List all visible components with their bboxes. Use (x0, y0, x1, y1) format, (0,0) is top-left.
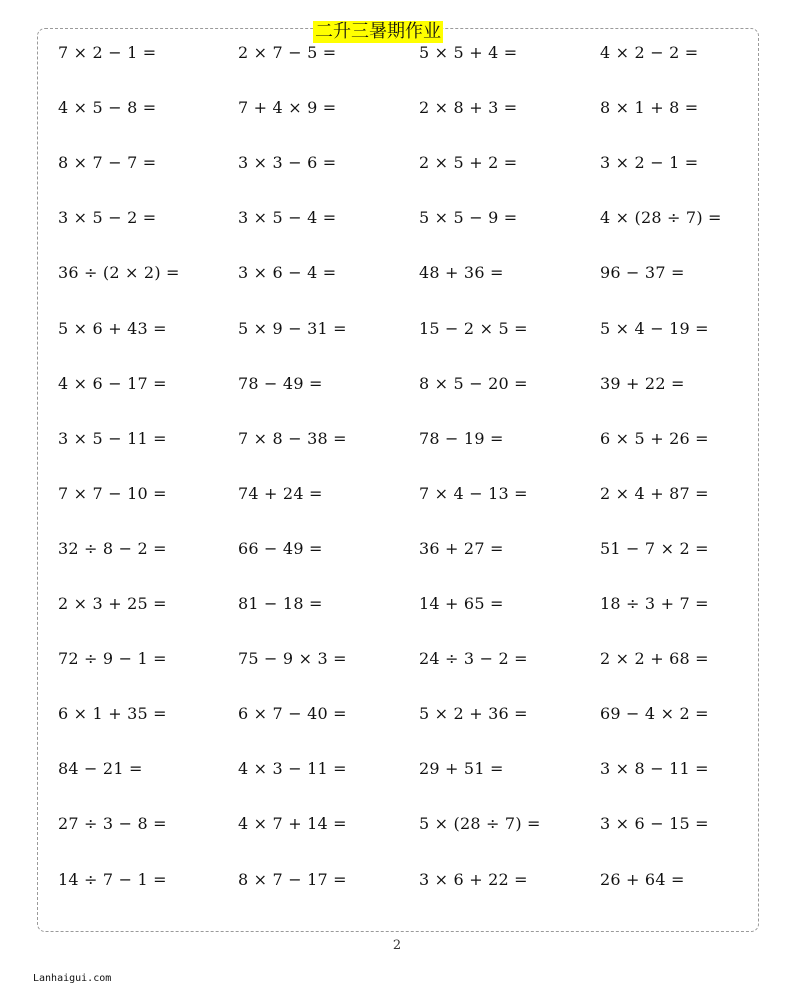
math-problem: 6 × 5 + 26 = (600, 428, 709, 448)
math-problem: 66 − 49 = (238, 538, 323, 558)
problem-row (58, 319, 778, 339)
math-problem: 8 × 1 + 8 = (600, 98, 699, 118)
math-problem: 3 × 6 − 4 = (238, 263, 337, 283)
math-problem: 8 × 7 − 7 = (58, 153, 157, 173)
math-problem: 27 ÷ 3 − 8 = (58, 814, 167, 834)
math-problem: 2 × 2 + 68 = (600, 649, 709, 669)
problem-row (58, 98, 778, 118)
math-problem: 3 × 5 − 11 = (58, 428, 167, 448)
math-problem: 6 × 7 − 40 = (238, 704, 347, 724)
problem-row (58, 870, 778, 890)
math-problem: 84 − 21 = (58, 759, 143, 779)
math-problem: 14 + 65 = (419, 594, 504, 613)
math-problem: 5 × 2 + 36 = (419, 704, 528, 724)
math-problem: 5 × 6 + 43 = (58, 318, 167, 338)
problem-row (58, 374, 778, 394)
math-problem: 2 × 7 − 5 = (238, 43, 337, 62)
math-problem: 78 − 19 = (419, 428, 504, 448)
problem-row (58, 814, 778, 834)
math-problem: 14 ÷ 7 − 1 = (58, 869, 167, 889)
math-problem: 3 × 3 − 6 = (238, 153, 337, 173)
math-problem: 78 − 49 = (238, 373, 323, 393)
math-problem: 48 + 36 = (419, 263, 504, 283)
problem-row (58, 429, 778, 449)
math-problem: 69 − 4 × 2 = (600, 704, 709, 724)
math-problem: 3 × 6 + 22 = (419, 869, 528, 889)
math-problem: 3 × 5 − 2 = (58, 208, 157, 228)
math-problem: 6 × 1 + 35 = (58, 704, 167, 724)
page-number: 2 (392, 938, 402, 953)
math-problem: 72 ÷ 9 − 1 = (58, 649, 167, 669)
math-problem: 5 × 9 − 31 = (238, 318, 347, 338)
problem-row (58, 208, 778, 228)
math-problem: 3 × 2 − 1 = (600, 153, 699, 173)
math-problem: 51 − 7 × 2 = (600, 538, 709, 558)
problem-row (58, 539, 778, 559)
problem-row (58, 153, 778, 173)
math-problem: 15 − 2 × 5 = (419, 318, 528, 338)
math-problem: 8 × 5 − 20 = (419, 373, 528, 393)
math-problem: 7 + 4 × 9 = (238, 98, 337, 118)
math-problem: 7 × 2 − 1 = (58, 43, 157, 62)
math-problem: 4 × 5 − 8 = (58, 98, 157, 118)
math-problem: 32 ÷ 8 − 2 = (58, 538, 167, 558)
math-problem: 74 + 24 = (238, 483, 323, 503)
problem-row (58, 649, 778, 669)
math-problem: 2 × 8 + 3 = (419, 98, 518, 118)
problem-row (58, 759, 778, 779)
math-problem: 4 × 6 − 17 = (58, 373, 167, 393)
math-problem: 3 × 6 − 15 = (600, 814, 709, 834)
math-problem: 5 × 5 + 4 = (419, 43, 518, 62)
math-problem: 81 − 18 = (238, 594, 323, 613)
math-problem: 26 + 64 = (600, 869, 685, 889)
problem-row (58, 704, 778, 724)
problem-row (58, 484, 778, 504)
math-problem: 4 × 3 − 11 = (238, 759, 347, 779)
math-problem: 8 × 7 − 17 = (238, 869, 347, 889)
problem-row (58, 263, 778, 283)
math-problem: 2 × 4 + 87 = (600, 483, 709, 503)
math-problem: 29 + 51 = (419, 759, 504, 779)
math-problem: 4 × 7 + 14 = (238, 814, 347, 834)
problem-row (58, 43, 778, 63)
worksheet-title: 二升三暑期作业 (315, 21, 441, 42)
math-problem: 3 × 5 − 4 = (238, 208, 337, 228)
math-problem: 36 ÷ (2 × 2) = (58, 263, 180, 283)
math-problem: 18 ÷ 3 + 7 = (600, 594, 709, 613)
math-problem: 24 ÷ 3 − 2 = (419, 649, 528, 669)
math-problem: 2 × 3 + 25 = (58, 594, 167, 613)
math-problem: 7 × 4 − 13 = (419, 483, 528, 503)
footer-site: Lanhaigui.com (33, 973, 112, 984)
math-problem: 4 × 2 − 2 = (600, 43, 699, 62)
math-problem: 7 × 8 − 38 = (238, 428, 347, 448)
math-problem: 4 × (28 ÷ 7) = (600, 208, 722, 228)
math-problem: 5 × (28 ÷ 7) = (419, 814, 541, 834)
problem-row (58, 594, 778, 614)
math-problem: 7 × 7 − 10 = (58, 483, 167, 503)
math-problem: 5 × 4 − 19 = (600, 318, 709, 338)
math-problem: 2 × 5 + 2 = (419, 153, 518, 173)
math-problem: 5 × 5 − 9 = (419, 208, 518, 228)
math-problem: 75 − 9 × 3 = (238, 649, 347, 669)
math-problem: 3 × 8 − 11 = (600, 759, 709, 779)
math-problem: 39 + 22 = (600, 373, 685, 393)
math-problem: 96 − 37 = (600, 263, 685, 283)
math-problem: 36 + 27 = (419, 538, 504, 558)
